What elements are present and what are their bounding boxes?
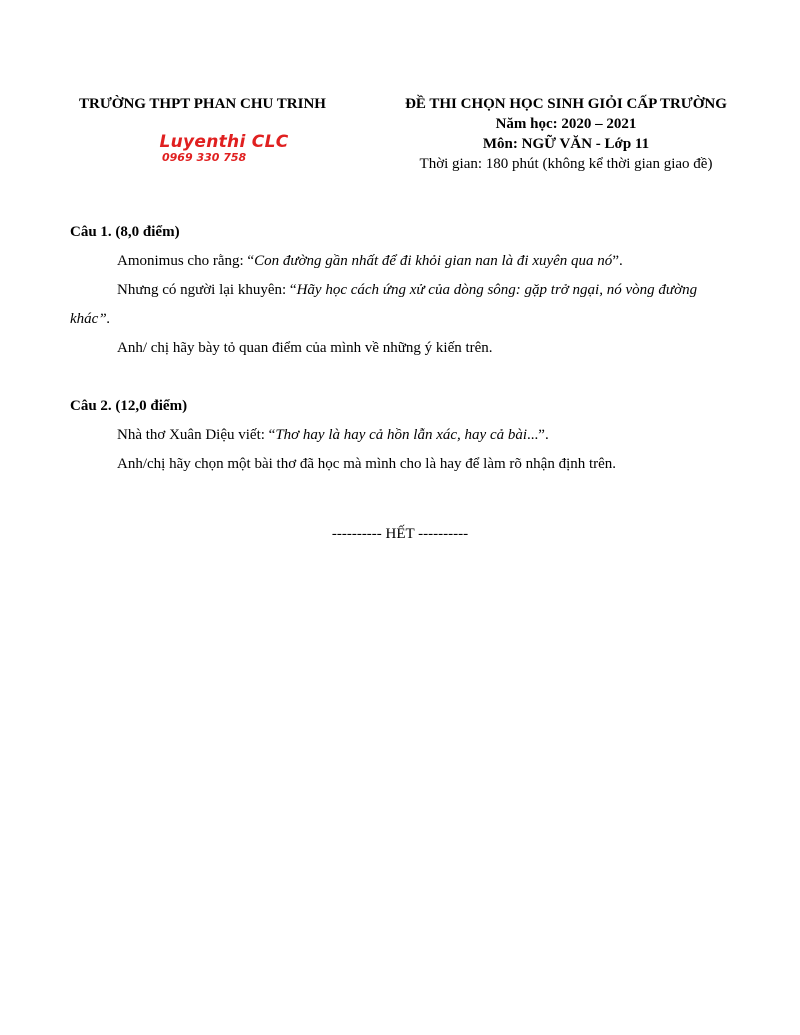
logo-phone: 0969 330 758 xyxy=(162,151,247,164)
question-1-line-1-quote: Con đường gần nhất để đi khỏi gian nan là đi xuyên qua nó xyxy=(254,253,613,269)
question-1-line-3: Anh/ chị hãy bày tỏ quan điểm của mình về những ý kiến trên. xyxy=(117,340,493,356)
question-2-line-2: Anh/chị hãy chọn một bài thơ đã học mà mình cho là hay để làm rõ nhận định trên. xyxy=(117,456,617,472)
subject: Môn: NGỮ VĂN - Lớp 11 xyxy=(482,136,650,152)
question-1-line-2 xyxy=(70,276,730,334)
question-2-line-1-suffix: ...”. xyxy=(527,427,549,443)
end-mark: ---------- HẾT ---------- xyxy=(331,526,469,542)
question-1-title: Câu 1. (8,0 điểm) xyxy=(70,224,180,240)
question-1-line-2-prefix: Nhưng có người lại khuyên: “ xyxy=(117,282,297,298)
question-1-line-1-suffix: ”. xyxy=(612,253,623,269)
question-2-line-1-quote: Thơ hay là hay cả hồn lẫn xác, hay cả bài xyxy=(275,427,528,443)
logo-name: Luyenthi CLC xyxy=(159,132,289,152)
school-year: Năm học: 2020 – 2021 xyxy=(495,116,637,132)
question-1-line-1-prefix: Amonimus cho rằng: “ xyxy=(117,253,255,269)
question-1-line-2-quote: Hãy học cách ứng xử của dòng sông: gặp trở ngại, nó vòng đường khác”. xyxy=(70,282,698,327)
question-2-line-1 xyxy=(70,421,730,450)
question-2-line-1-prefix: Nhà thơ Xuân Diệu viết: “ xyxy=(117,427,276,443)
exam-header xyxy=(380,94,752,174)
question-2-title: Câu 2. (12,0 điểm) xyxy=(70,398,188,414)
duration: Thời gian: 180 phút (không kể thời gian giao đề) xyxy=(419,156,713,172)
logo xyxy=(144,132,304,164)
school-name: TRƯỜNG THPT PHAN CHU TRINH xyxy=(79,96,326,112)
exam-content xyxy=(70,218,730,479)
question-1-line-1 xyxy=(70,247,730,276)
exam-title: ĐỀ THI CHỌN HỌC SINH GIỎI CẤP TRƯỜNG xyxy=(405,96,727,112)
